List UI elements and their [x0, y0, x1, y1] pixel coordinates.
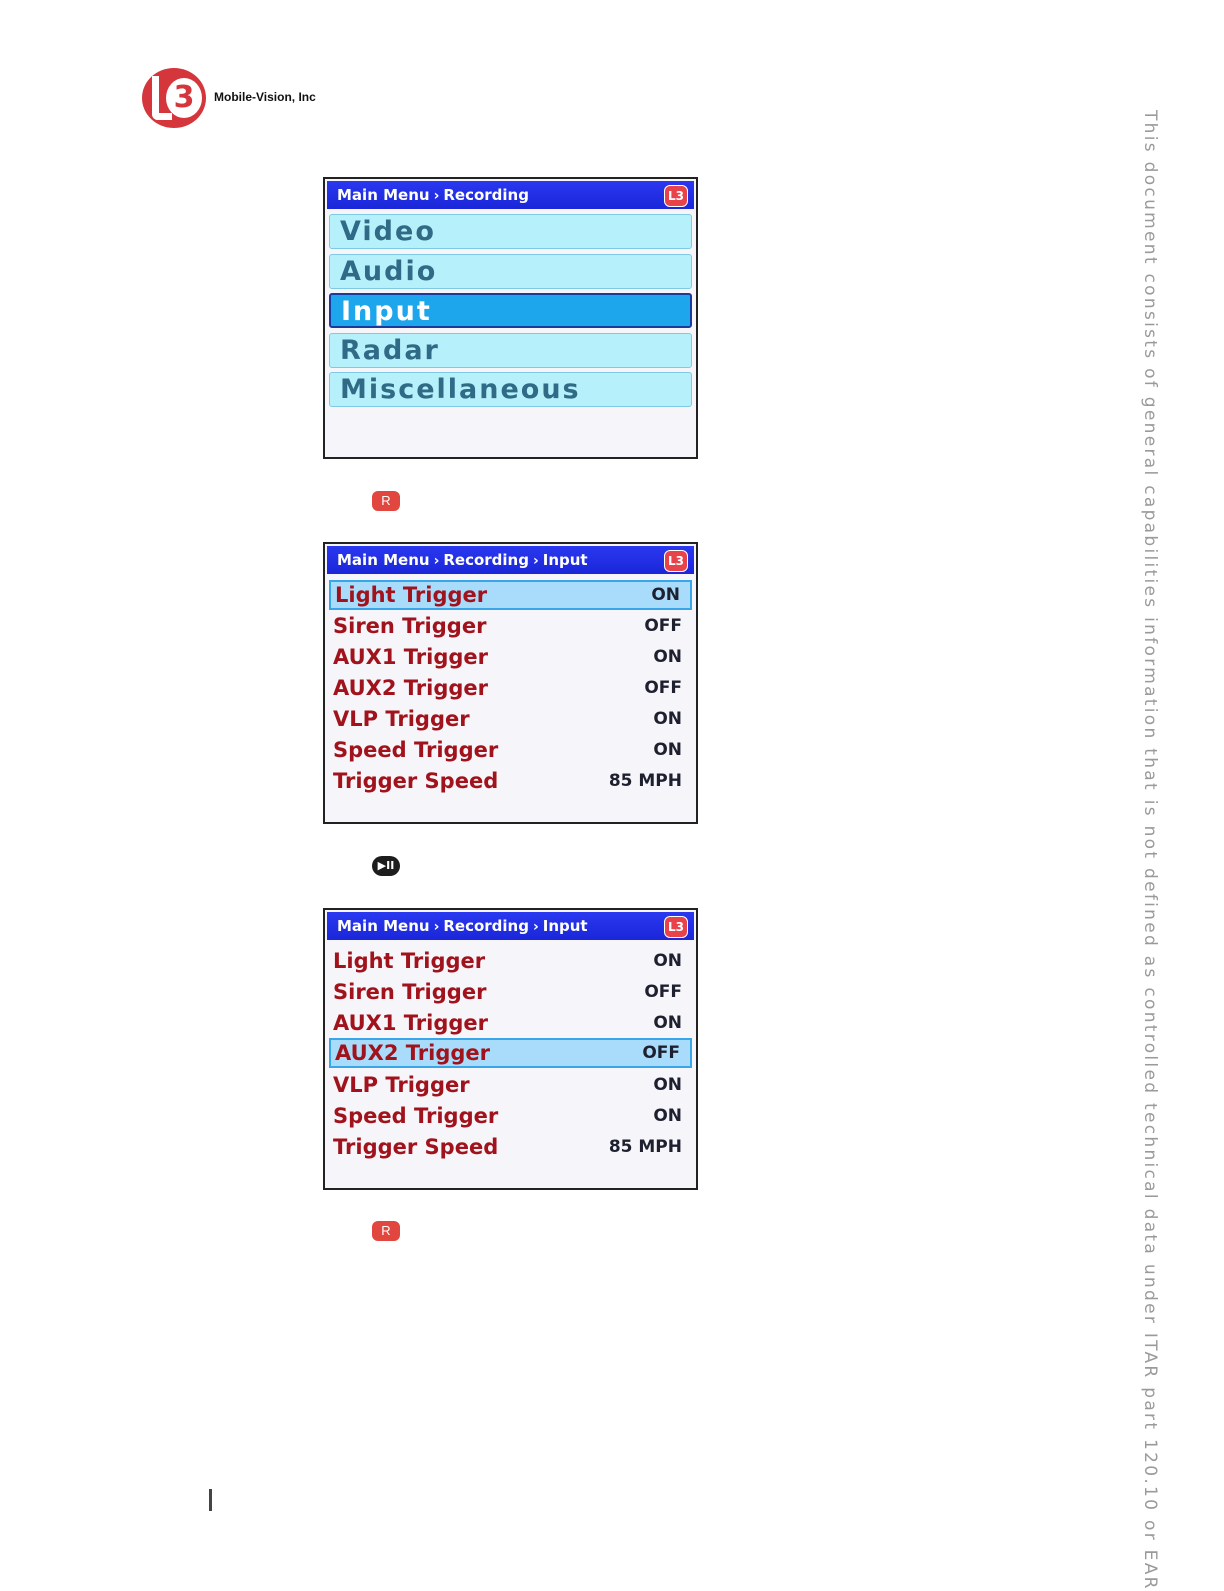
trigger-value: ON: [653, 951, 682, 971]
recording-menu-screen: [323, 177, 698, 459]
menu-item-radar[interactable]: Radar: [329, 333, 692, 368]
trigger-value: 85 MPH: [608, 771, 682, 791]
l3-logo-icon: L3: [664, 916, 688, 938]
trigger-row-siren[interactable]: [329, 977, 692, 1007]
chevron-right-icon: ›: [532, 553, 539, 569]
chevron-right-icon: ›: [532, 919, 539, 935]
record-key-icon: R: [372, 491, 400, 511]
trigger-value: ON: [653, 647, 682, 667]
menu-item-video[interactable]: Video: [329, 214, 692, 249]
screen-header: [327, 181, 694, 209]
trigger-row-aux1[interactable]: [329, 642, 692, 672]
trigger-label: AUX1 Trigger: [333, 1011, 489, 1035]
trigger-label: Trigger Speed: [333, 1135, 499, 1159]
l3-logo-icon: 3: [142, 68, 206, 128]
trigger-row-aux2[interactable]: [329, 1038, 692, 1068]
screen-header: [327, 912, 694, 940]
trigger-row-vlp[interactable]: [329, 1070, 692, 1100]
trigger-row-speed[interactable]: [329, 735, 692, 765]
trigger-label: VLP Trigger: [333, 1073, 470, 1097]
trigger-label: VLP Trigger: [333, 707, 470, 731]
play-pause-key-icon: ▶II: [372, 856, 400, 876]
legal-notice: This document consists of general capabilities information that is not defined as controlled technical data under ITAR part 120.10 or EAR: [1140, 110, 1160, 1591]
trigger-value: ON: [653, 740, 682, 760]
breadcrumb-recording[interactable]: Recording: [443, 917, 529, 935]
trigger-row-light[interactable]: [329, 946, 692, 976]
trigger-label: AUX2 Trigger: [333, 676, 489, 700]
menu-item-audio[interactable]: Audio: [329, 254, 692, 289]
breadcrumb-main-menu[interactable]: Main Menu: [337, 186, 430, 204]
trigger-value: ON: [653, 1075, 682, 1095]
trigger-label: Light Trigger: [333, 949, 486, 973]
trigger-label: Light Trigger: [335, 583, 488, 607]
company-logo: [142, 68, 342, 130]
trigger-value: 85 MPH: [608, 1137, 682, 1157]
trigger-label: Siren Trigger: [333, 980, 487, 1004]
page-number-divider: [209, 1489, 212, 1511]
trigger-row-vlp[interactable]: [329, 704, 692, 734]
chevron-right-icon: ›: [433, 553, 440, 569]
screen-header: [327, 546, 694, 574]
trigger-value: OFF: [642, 1043, 680, 1063]
chevron-right-icon: ›: [433, 188, 440, 204]
trigger-value: ON: [653, 1106, 682, 1126]
trigger-row-speed[interactable]: [329, 1101, 692, 1131]
trigger-value: OFF: [644, 678, 682, 698]
trigger-label: AUX1 Trigger: [333, 645, 489, 669]
menu-item-input[interactable]: Input: [329, 293, 692, 328]
breadcrumb-main-menu[interactable]: Main Menu: [337, 551, 430, 569]
trigger-label: AUX2 Trigger: [335, 1041, 491, 1065]
l3-logo-icon: L3: [664, 185, 688, 207]
trigger-row-aux2[interactable]: [329, 673, 692, 703]
trigger-row-siren[interactable]: [329, 611, 692, 641]
breadcrumb-input[interactable]: Input: [542, 917, 588, 935]
breadcrumb-recording[interactable]: Recording: [443, 551, 529, 569]
chevron-right-icon: ›: [433, 919, 440, 935]
trigger-row-trigger-speed[interactable]: [329, 766, 692, 796]
trigger-row-aux1[interactable]: [329, 1008, 692, 1038]
company-name: Mobile-Vision, Inc: [214, 90, 316, 104]
trigger-value: ON: [651, 585, 680, 605]
breadcrumb-input[interactable]: Input: [542, 551, 588, 569]
trigger-value: ON: [653, 709, 682, 729]
trigger-value: ON: [653, 1013, 682, 1033]
l3-logo-icon: L3: [664, 550, 688, 572]
menu-item-miscellaneous[interactable]: Miscellaneous: [329, 372, 692, 407]
trigger-label: Siren Trigger: [333, 614, 487, 638]
breadcrumb-recording[interactable]: Recording: [443, 186, 529, 204]
input-triggers-screen: [323, 542, 698, 824]
input-triggers-screen-aux2: [323, 908, 698, 1190]
trigger-row-trigger-speed[interactable]: [329, 1132, 692, 1162]
trigger-label: Trigger Speed: [333, 769, 499, 793]
record-key-icon: R: [372, 1221, 400, 1241]
trigger-label: Speed Trigger: [333, 738, 499, 762]
trigger-value: OFF: [644, 616, 682, 636]
breadcrumb-main-menu[interactable]: Main Menu: [337, 917, 430, 935]
trigger-row-light[interactable]: [329, 580, 692, 610]
trigger-value: OFF: [644, 982, 682, 1002]
trigger-label: Speed Trigger: [333, 1104, 499, 1128]
